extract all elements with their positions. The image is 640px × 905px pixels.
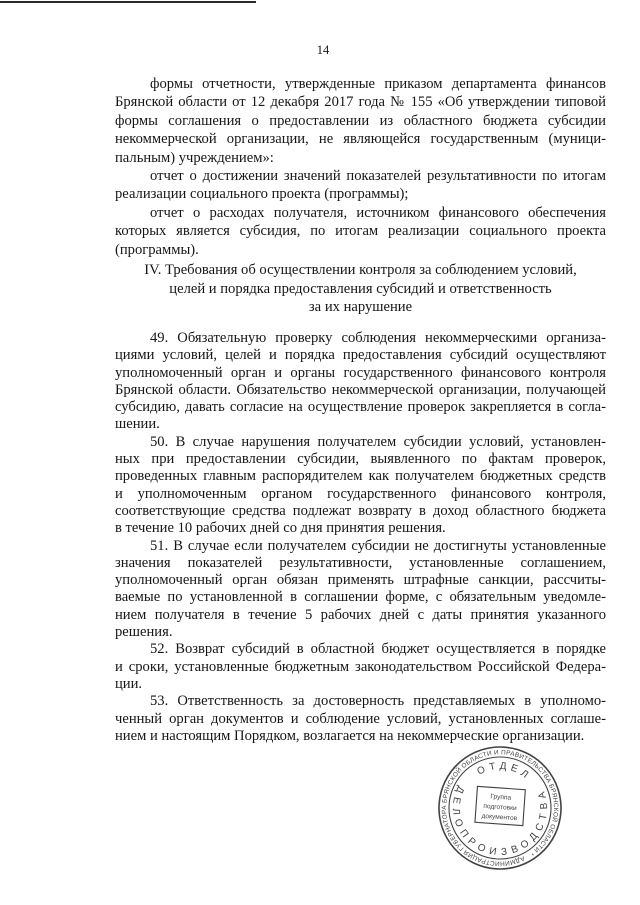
text-line: ных при предоставлении субсидии, выявленного по фактам проверок, xyxy=(115,451,606,468)
text-line: формы отчетности, утвержденные приказом департамента финансов xyxy=(150,76,606,92)
text-line: в течение 10 рабочих дней со дня принятия решения. xyxy=(115,520,446,537)
text-line: 51. В случае если получателем субсидии не достигнуты установленные xyxy=(150,537,606,554)
text-line: решения. xyxy=(115,624,173,641)
heading-line: за их нарушение xyxy=(308,299,413,315)
stamp-inner-top-text-path: ОТДЕЛ xyxy=(475,760,530,781)
text-line: нием и настоящим Порядком, возлагается на некоммерческие организации. xyxy=(115,727,585,744)
text-line: нием получателя в течение 5 рабочих дней с даты принятия указанного xyxy=(115,606,606,623)
paragraph-expenses-report xyxy=(115,204,606,259)
text-line: ции. xyxy=(115,675,143,692)
heading-line: целей и порядка предоставления субсидий и ответственность xyxy=(169,280,552,297)
stamp-inner-bottom-text-path: ДЕЛОПРОИЗВОДСТВА xyxy=(449,784,551,859)
clause-52 xyxy=(115,641,606,693)
clause-50 xyxy=(115,434,606,538)
text-line: Брянской области. Обязательство некоммерческой организации, получающей xyxy=(115,381,606,398)
text-line: 49. Обязательную проверку соблюдения некоммерческими организа- xyxy=(150,330,606,346)
stamp-center-line: документов xyxy=(481,812,518,823)
section-heading xyxy=(115,261,606,317)
stamp-center-line: Группа xyxy=(490,793,512,802)
text-line: шении. xyxy=(115,416,160,433)
text-line: 50. В случае нарушения получателем субсидии условий, установлен- xyxy=(150,433,606,450)
text-line: и уполномоченным органом государственного финансового контроля, xyxy=(115,485,606,502)
text-line: уполномоченный орган и органы государственного финансового контроля xyxy=(115,364,606,381)
scan-edge-line xyxy=(0,1,256,3)
clause-49 xyxy=(115,330,606,434)
text-line: проведенных главным распорядителем как получателем бюджетных средств xyxy=(115,468,606,485)
stamp-outer-text-path: АДМИНИСТРАЦИЯ ГУБЕРНАТОРА БРЯНСКОЙ ОБЛАСТИ И ПРАВИТЕЛЬСТВА БРЯНСКОЙ ОБЛАСТИ * xyxy=(441,749,559,867)
page-number: 14 xyxy=(316,43,330,57)
text-line: (программы). xyxy=(115,241,199,258)
text-line: циями условий, целей и порядка предоставления субсидий осуществляют xyxy=(115,347,606,364)
text-line: которых является субсидия, по итогам реализации социального проекта xyxy=(115,223,606,240)
text-line: ченный орган документов и соблюдение условий, установленных соглаше- xyxy=(115,710,606,727)
text-line: некоммерческой организации, не являющейся государственным (муници- xyxy=(115,131,606,148)
text-line: Брянской области от 12 декабря 2017 года № 155 «Об утверждении типовой xyxy=(115,94,606,111)
text-line: 53. Ответственность за достоверность представляемых в уполномо- xyxy=(150,693,606,710)
heading-line: IV. Требования об осуществлении контроля за соблюдением условий, xyxy=(144,262,577,278)
text-line: уполномоченный орган обязан применять штрафные санкции, рассчиты- xyxy=(115,572,606,589)
clause-51 xyxy=(115,538,606,642)
clauses xyxy=(115,330,606,745)
stamp-ink xyxy=(435,743,565,873)
paragraph-results-report xyxy=(115,167,606,204)
text-line: значения показателей результативности, установленные соглашением, xyxy=(115,554,606,571)
text-line: 52. Возврат субсидий в областной бюджет осуществляется в порядке xyxy=(150,641,606,658)
text-line: отчет о расходах получателя, источником финансового обеспечения xyxy=(150,204,606,221)
text-line: субсидию, давать согласие на осуществление проверок закрепляется в согла- xyxy=(115,399,606,416)
stamp-center-line: подготовки xyxy=(483,802,517,813)
paragraph-report-forms xyxy=(115,75,606,167)
text-line: реализации социального проекта (программы); xyxy=(115,186,409,203)
text-line: пальным) учреждением»: xyxy=(115,149,274,166)
text-line: ваемые по установленной в соглашении форме, с обязательным уведомле- xyxy=(115,589,606,606)
intro-text xyxy=(115,75,606,259)
text-line: и сроки, установленные бюджетным законодательством Российской Федера- xyxy=(115,658,606,675)
text-line: отчет о достижении значений показателей результативности по итогам xyxy=(150,168,606,185)
text-line: соответствующие средства подлежат возврату в доход областного бюджета xyxy=(115,502,606,519)
text-line: формы соглашения о предоставлении из областного бюджета субсидии xyxy=(115,112,606,129)
official-stamp xyxy=(430,738,570,878)
